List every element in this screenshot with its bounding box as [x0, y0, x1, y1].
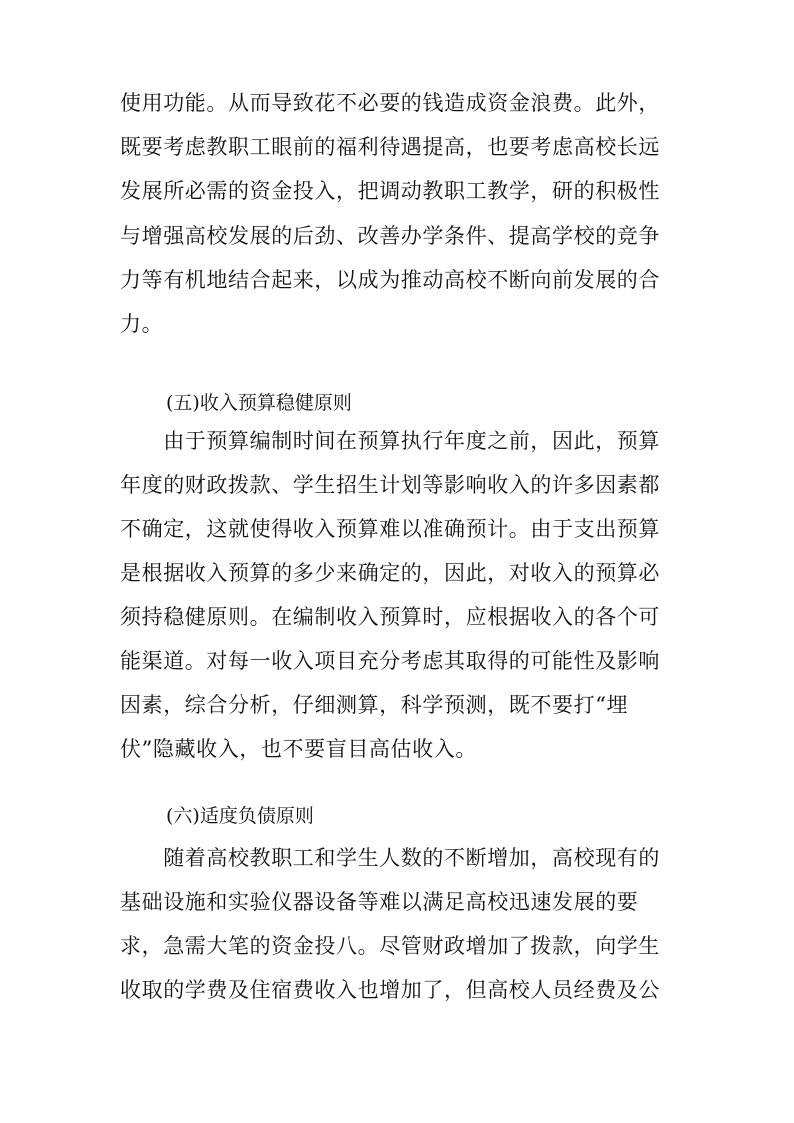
text-line: 力等有机地结合起来，以成为推动高校不断向前发展的合 [120, 268, 660, 292]
text-line: 须持稳健原则。在编制收入预算时，应根据收入的各个可 [120, 605, 660, 629]
text-line: 因素，综合分析，仔细测算，科学预测，既不要打“埋 [120, 693, 629, 717]
text-line: 不确定，这就使得收入预算难以准确预计。由于支出预算 [120, 517, 660, 541]
text-line: 伏”隐藏收入，也不要盲目高估收入。 [120, 737, 477, 761]
text-line: 发展所必需的资金投入，把调动教职工教学，研的积极性 [120, 179, 660, 203]
section-heading: (五)收入预算稳健原则 [166, 392, 352, 414]
text-line: 基础设施和实验仪器设备等难以满足高校迅速发展的要 [120, 890, 639, 914]
section-heading: (六)适度负债原则 [166, 805, 314, 827]
text-line: 是根据收入预算的多少来确定的，因此，对收入的预算必 [120, 561, 660, 585]
text-line: 使用功能。从而导致花不必要的钱造成资金浪费。此外， [120, 91, 660, 115]
text-line: 与增强高校发展的后劲、改善办学条件、提高学校的竞争 [120, 224, 660, 248]
text-line: 能渠道。对每一收入项目充分考虑其取得的可能性及影响 [120, 649, 660, 673]
text-line: 力。 [120, 312, 164, 336]
text-line: 年度的财政拨款、学生招生计划等影响收入的许多因素都 [120, 473, 660, 497]
text-line: 收取的学费及住宿费收入也增加了，但高校人员经费及公 [120, 978, 660, 1002]
text-line: 求，急需大笔的资金投八。尽管财政增加了拨款，向学生 [120, 934, 660, 958]
text-line: 既要考虑教职工眼前的福利待遇提高，也要考虑高校长远 [120, 135, 660, 159]
text-line: 由于预算编制时间在预算执行年度之前，因此，预算 [120, 429, 660, 453]
text-line: 随着高校教职工和学生人数的不断增加，高校现有的 [120, 846, 660, 870]
